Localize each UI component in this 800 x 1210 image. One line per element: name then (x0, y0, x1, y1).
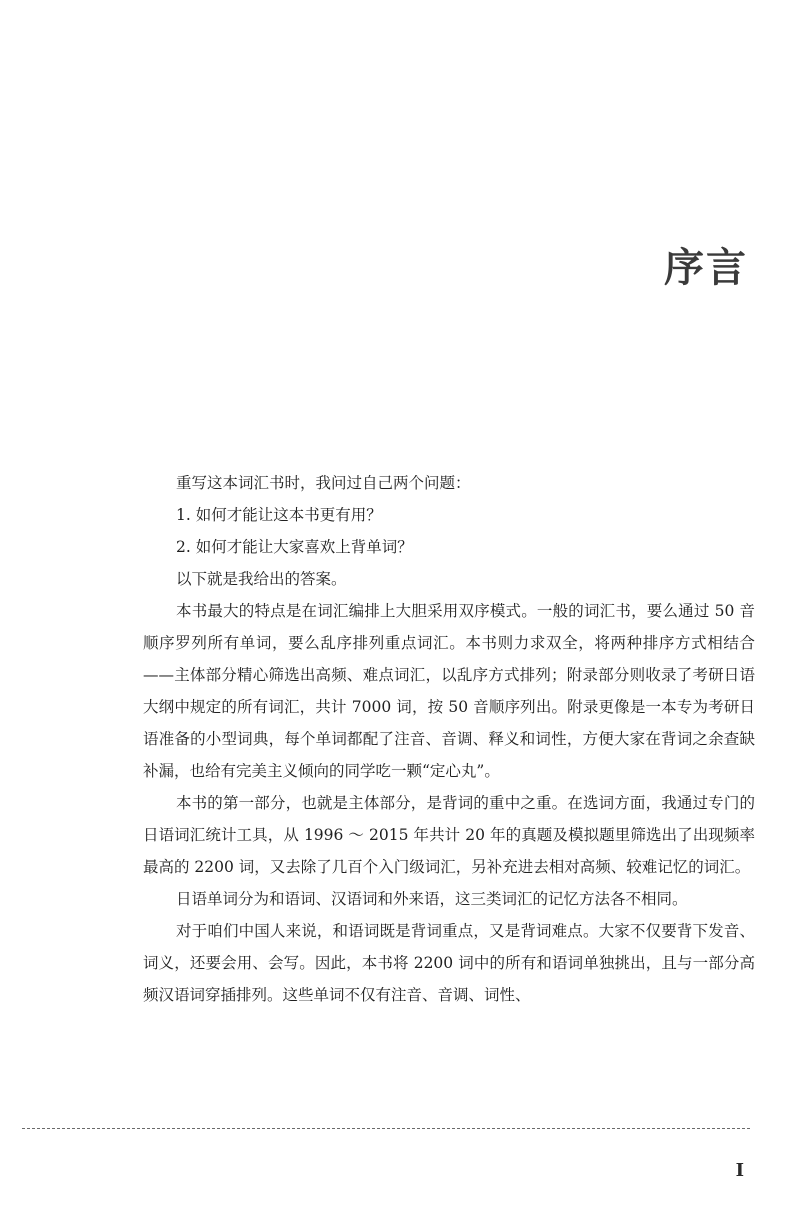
paragraph-answer-lead: 以下就是我给出的答案。 (176, 570, 347, 588)
footer-divider (22, 1128, 750, 1129)
paragraph-question-2: 2. 如何才能让大家喜欢上背单词？ (176, 538, 413, 556)
preface-body (143, 467, 755, 1011)
paragraph-question-1: 1. 如何才能让这本书更有用？ (176, 506, 382, 524)
paragraph-dual-order: 本书最大的特点是在词汇编排上大胆采用双序模式。一般的词汇书，要么通过 50 音顺序罗列所有单词，要么乱序排列重点词汇。本书则力求双全，将两种排序方式相结合——主体部分精心筛选出高频、难点词汇，以乱序方式排列；附录部分则收录了考研日语大纲中规定的所有词汇，共计 7000 词，按 50 音顺序列出。附录更像是一本专为考研日语准备的小型词典，每个单词都配了注音、音调、释义和词性，方便大家在背词之余查缺补漏，也给有完美主义倾向的同学吃一颗“定心丸”。 (143, 602, 755, 780)
paragraph-main-part: 本书的第一部分，也就是主体部分，是背词的重中之重。在选词方面，我通过专门的日语词汇统计工具，从 1996 ～ 2015 年共计 20 年的真题及模拟题里筛选出了出现频率最高的 2200 词，又去除了几百个入门级词汇，另补充进去相对高频、较难记忆的词汇。 (143, 794, 755, 876)
paragraph-word-types: 日语单词分为和语词、汉语词和外来语，这三类词汇的记忆方法各不相同。 (176, 890, 688, 908)
chapter-title: 序言 (664, 245, 748, 291)
page-number: I (735, 1160, 744, 1181)
paragraph-intro: 重写这本词汇书时，我问过自己两个问题： (176, 474, 471, 492)
paragraph-native-words: 对于咱们中国人来说，和语词既是背词重点，又是背词难点。大家不仅要背下发音、词义，还要会用、会写。因此，本书将 2200 词中的所有和语词单独挑出，且与一部分高频汉语词穿插排列。这些单词不仅有注音、音调、词性、 (143, 922, 755, 1004)
